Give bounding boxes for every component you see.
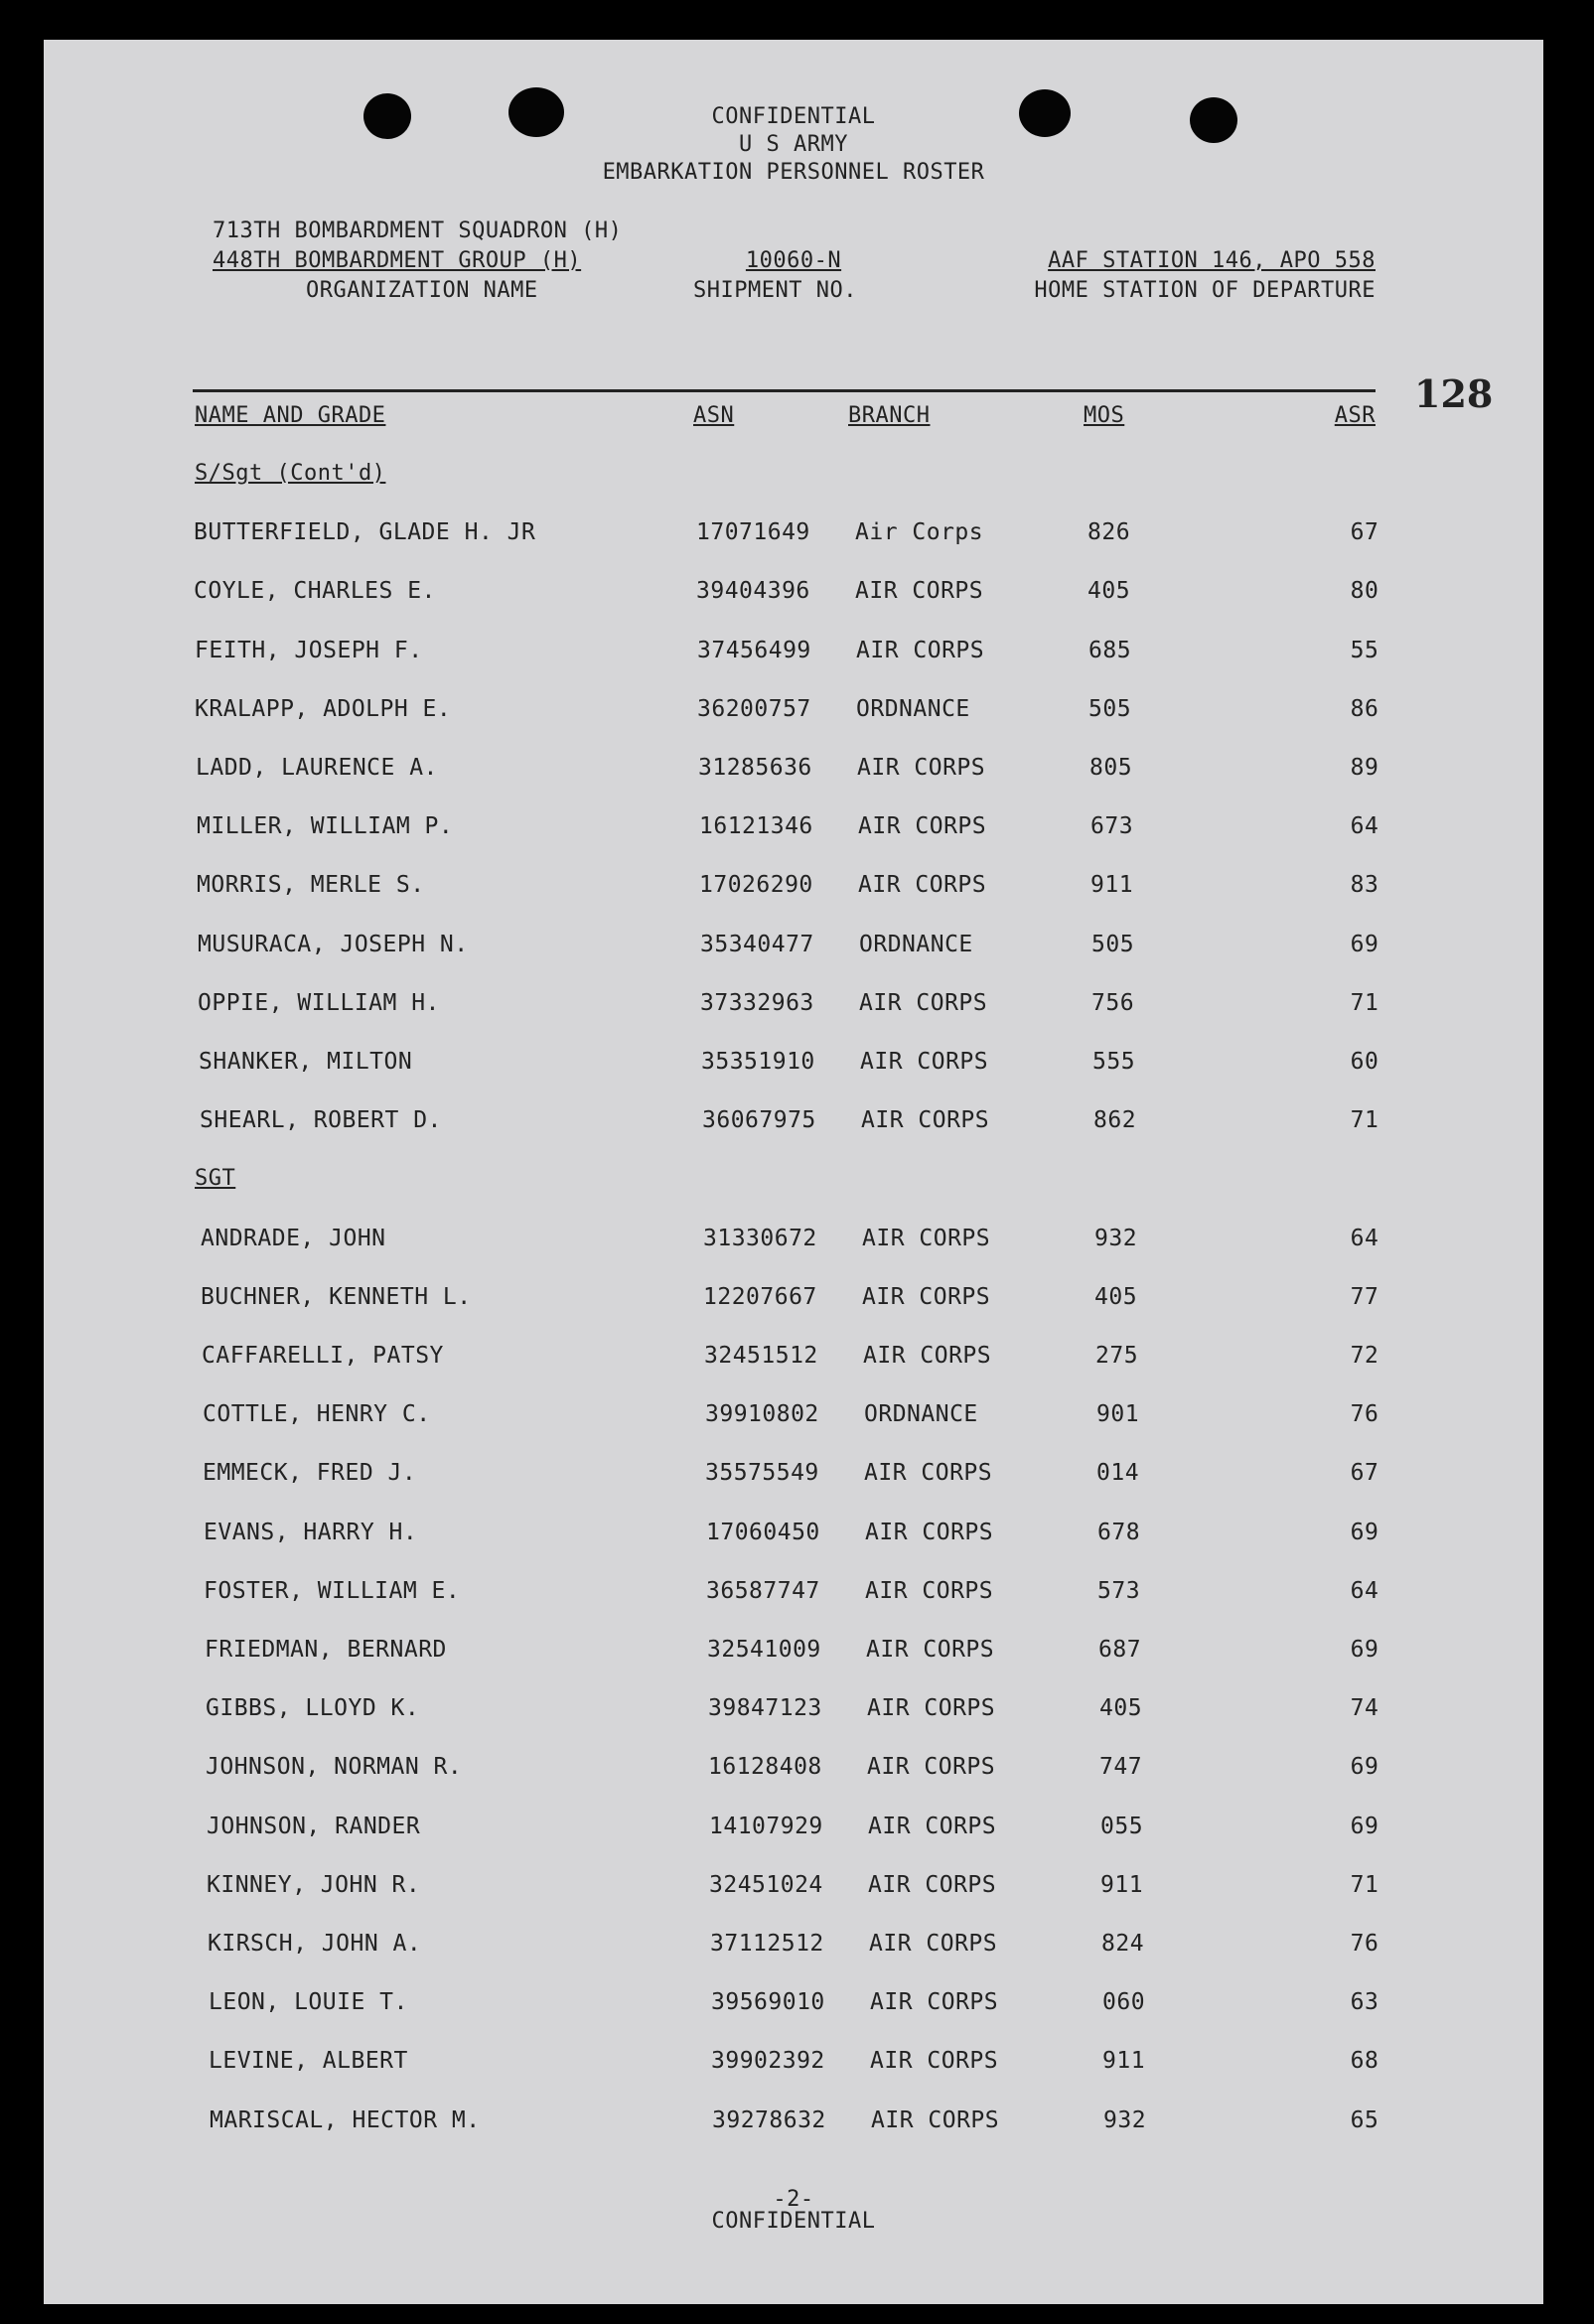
roster-branch: AIR CORPS bbox=[865, 1520, 994, 1545]
roster-branch: AIR CORPS bbox=[870, 2048, 999, 2074]
roster-asn: 39902392 bbox=[711, 2048, 825, 2074]
classification-header: CONFIDENTIAL bbox=[711, 104, 876, 129]
roster-asn: 17026290 bbox=[699, 872, 813, 898]
roster-name: KIRSCH, JOHN A. bbox=[208, 1931, 422, 1957]
column-header-name: NAME AND GRADE bbox=[195, 403, 386, 428]
roster-asr: 74 bbox=[1350, 1695, 1379, 1721]
roster-branch: AIR CORPS bbox=[858, 872, 987, 898]
group-name: 448TH BOMBARDMENT GROUP (H) bbox=[213, 248, 582, 273]
roster-asr: 71 bbox=[1350, 1107, 1379, 1133]
column-header-asr: ASR bbox=[1334, 403, 1376, 428]
roster-branch: AIR CORPS bbox=[858, 813, 987, 839]
roster-name: MORRIS, MERLE S. bbox=[197, 872, 425, 898]
roster-asr: 55 bbox=[1350, 638, 1379, 663]
roster-mos: 405 bbox=[1087, 578, 1131, 604]
roster-name: OPPIE, WILLIAM H. bbox=[198, 990, 440, 1016]
roster-name: MARISCAL, HECTOR M. bbox=[210, 2107, 481, 2133]
roster-name: SHANKER, MILTON bbox=[199, 1049, 413, 1075]
roster-mos: 687 bbox=[1098, 1637, 1142, 1663]
roster-asr: 77 bbox=[1350, 1284, 1379, 1310]
shipment-label: SHIPMENT NO. bbox=[693, 278, 857, 303]
roster-asr: 64 bbox=[1350, 1578, 1379, 1604]
roster-branch: AIR CORPS bbox=[870, 1989, 999, 2015]
page-number: 128 bbox=[1414, 371, 1494, 416]
roster-mos: 014 bbox=[1096, 1460, 1140, 1486]
column-header-asn: ASN bbox=[693, 403, 735, 428]
roster-asr: 68 bbox=[1350, 2048, 1379, 2074]
roster-asn: 39404396 bbox=[696, 578, 810, 604]
roster-asr: 83 bbox=[1350, 872, 1379, 898]
squadron-name: 713TH BOMBARDMENT SQUADRON (H) bbox=[213, 218, 623, 243]
roster-asn: 37112512 bbox=[710, 1931, 824, 1957]
roster-asr: 67 bbox=[1350, 1460, 1379, 1486]
roster-branch: ORDNANCE bbox=[856, 696, 970, 722]
roster-asn: 32451024 bbox=[709, 1872, 823, 1898]
roster-name: LEON, LOUIE T. bbox=[209, 1989, 408, 2015]
roster-name: FEITH, JOSEPH F. bbox=[195, 638, 423, 663]
roster-branch: AIR CORPS bbox=[867, 1695, 996, 1721]
roster-mos: 573 bbox=[1097, 1578, 1141, 1604]
roster-name: SHEARL, ROBERT D. bbox=[200, 1107, 442, 1133]
roster-mos: 505 bbox=[1088, 696, 1132, 722]
roster-name: COTTLE, HENRY C. bbox=[203, 1401, 431, 1427]
roster-branch: AIR CORPS bbox=[857, 755, 986, 781]
roster-branch: AIR CORPS bbox=[861, 1107, 990, 1133]
roster-asr: 76 bbox=[1350, 1401, 1379, 1427]
roster-asr: 65 bbox=[1350, 2107, 1379, 2133]
roster-name: EVANS, HARRY H. bbox=[204, 1520, 418, 1545]
column-header-mos: MOS bbox=[1084, 403, 1125, 428]
organization-label: ORGANIZATION NAME bbox=[306, 278, 538, 303]
page-marker: -2- bbox=[773, 2187, 814, 2212]
roster-branch: ORDNANCE bbox=[864, 1401, 978, 1427]
roster-branch: AIR CORPS bbox=[862, 1284, 991, 1310]
roster-mos: 932 bbox=[1094, 1226, 1138, 1251]
home-station: AAF STATION 146, APO 558 bbox=[1048, 248, 1376, 273]
roster-asn: 32541009 bbox=[707, 1637, 821, 1663]
roster-asr: 76 bbox=[1350, 1931, 1379, 1957]
roster-name: KRALAPP, ADOLPH E. bbox=[195, 696, 452, 722]
roster-asn: 39278632 bbox=[712, 2107, 826, 2133]
roster-mos: 862 bbox=[1093, 1107, 1137, 1133]
roster-branch: AIR CORPS bbox=[856, 638, 985, 663]
roster-asr: 60 bbox=[1350, 1049, 1379, 1075]
roster-asn: 36587747 bbox=[706, 1578, 820, 1604]
roster-mos: 055 bbox=[1100, 1814, 1144, 1839]
roster-asn: 14107929 bbox=[709, 1814, 823, 1839]
classification-footer: CONFIDENTIAL bbox=[711, 2209, 876, 2234]
roster-asr: 86 bbox=[1350, 696, 1379, 722]
roster-mos: 901 bbox=[1096, 1401, 1140, 1427]
header-divider bbox=[193, 389, 1376, 392]
roster-branch: AIR CORPS bbox=[864, 1460, 993, 1486]
roster-mos: 805 bbox=[1089, 755, 1133, 781]
roster-mos: 060 bbox=[1102, 1989, 1146, 2015]
roster-asn: 36067975 bbox=[702, 1107, 816, 1133]
roster-mos: 685 bbox=[1088, 638, 1132, 663]
roster-asr: 69 bbox=[1350, 1637, 1379, 1663]
roster-mos: 505 bbox=[1091, 932, 1135, 957]
roster-name: FOSTER, WILLIAM E. bbox=[204, 1578, 461, 1604]
roster-asr: 71 bbox=[1350, 1872, 1379, 1898]
roster-name: MUSURACA, JOSEPH N. bbox=[198, 932, 469, 957]
roster-asn: 12207667 bbox=[703, 1284, 817, 1310]
roster-asn: 17071649 bbox=[696, 519, 810, 545]
column-header-branch: BRANCH bbox=[848, 403, 931, 428]
roster-asn: 39910802 bbox=[705, 1401, 819, 1427]
roster-branch: AIR CORPS bbox=[871, 2107, 1000, 2133]
shipment-number: 10060-N bbox=[745, 248, 842, 273]
roster-asr: 69 bbox=[1350, 1520, 1379, 1545]
roster-mos: 405 bbox=[1094, 1284, 1138, 1310]
roster-mos: 826 bbox=[1087, 519, 1131, 545]
roster-branch: Air Corps bbox=[855, 519, 984, 545]
roster-name: LEVINE, ALBERT bbox=[209, 2048, 408, 2074]
roster-mos: 747 bbox=[1099, 1754, 1143, 1780]
roster-branch: AIR CORPS bbox=[868, 1872, 997, 1898]
roster-branch: AIR CORPS bbox=[860, 1049, 989, 1075]
roster-asr: 72 bbox=[1350, 1343, 1379, 1369]
roster-name: FRIEDMAN, BERNARD bbox=[205, 1637, 447, 1663]
roster-name: CAFFARELLI, PATSY bbox=[202, 1343, 444, 1369]
roster-mos: 911 bbox=[1102, 2048, 1146, 2074]
roster-branch: AIR CORPS bbox=[866, 1637, 995, 1663]
roster-asr: 89 bbox=[1350, 755, 1379, 781]
roster-asr: 64 bbox=[1350, 1226, 1379, 1251]
roster-mos: 911 bbox=[1090, 872, 1134, 898]
roster-asr: 71 bbox=[1350, 990, 1379, 1016]
roster-asn: 31330672 bbox=[703, 1226, 817, 1251]
roster-asn: 31285636 bbox=[698, 755, 812, 781]
roster-name: ANDRADE, JOHN bbox=[201, 1226, 386, 1251]
home-station-label: HOME STATION OF DEPARTURE bbox=[1034, 278, 1376, 303]
roster-asn: 39847123 bbox=[708, 1695, 822, 1721]
roster-asn: 32451512 bbox=[704, 1343, 818, 1369]
roster-asr: 69 bbox=[1350, 1814, 1379, 1839]
roster-mos: 405 bbox=[1099, 1695, 1143, 1721]
roster-branch: AIR CORPS bbox=[863, 1343, 992, 1369]
roster-asn: 35351910 bbox=[701, 1049, 815, 1075]
roster-name: LADD, LAURENCE A. bbox=[196, 755, 438, 781]
roster-name: EMMECK, FRED J. bbox=[203, 1460, 417, 1486]
roster-asr: 64 bbox=[1350, 813, 1379, 839]
grade-heading: S/Sgt (Cont'd) bbox=[195, 461, 386, 486]
roster-name: COYLE, CHARLES E. bbox=[194, 578, 436, 604]
roster-mos: 555 bbox=[1092, 1049, 1136, 1075]
roster-name: JOHNSON, RANDER bbox=[207, 1814, 421, 1839]
roster-name: GIBBS, LLOYD K. bbox=[206, 1695, 420, 1721]
roster-mos: 275 bbox=[1095, 1343, 1139, 1369]
roster-branch: AIR CORPS bbox=[865, 1578, 994, 1604]
roster-mos: 824 bbox=[1101, 1931, 1145, 1957]
roster-mos: 673 bbox=[1090, 813, 1134, 839]
roster-asr: 80 bbox=[1350, 578, 1379, 604]
army-header: U S ARMY bbox=[739, 132, 848, 157]
roster-branch: AIR CORPS bbox=[862, 1226, 991, 1251]
roster-branch: ORDNANCE bbox=[859, 932, 973, 957]
roster-mos: 678 bbox=[1097, 1520, 1141, 1545]
roster-asn: 17060450 bbox=[706, 1520, 820, 1545]
roster-mos: 756 bbox=[1091, 990, 1135, 1016]
roster-asr: 63 bbox=[1350, 1989, 1379, 2015]
roster-asr: 69 bbox=[1350, 932, 1379, 957]
roster-title: EMBARKATION PERSONNEL ROSTER bbox=[602, 160, 985, 185]
roster-asn: 37332963 bbox=[700, 990, 814, 1016]
roster-name: MILLER, WILLIAM P. bbox=[197, 813, 454, 839]
roster-page bbox=[44, 40, 1543, 2304]
roster-asn: 36200757 bbox=[697, 696, 811, 722]
roster-asn: 16121346 bbox=[699, 813, 813, 839]
roster-branch: AIR CORPS bbox=[868, 1814, 997, 1839]
roster-branch: AIR CORPS bbox=[855, 578, 984, 604]
roster-asr: 69 bbox=[1350, 1754, 1379, 1780]
roster-name: BUCHNER, KENNETH L. bbox=[201, 1284, 472, 1310]
roster-name: KINNEY, JOHN R. bbox=[207, 1872, 421, 1898]
roster-asn: 37456499 bbox=[697, 638, 811, 663]
roster-branch: AIR CORPS bbox=[859, 990, 988, 1016]
roster-name: BUTTERFIELD, GLADE H. JR bbox=[194, 519, 536, 545]
roster-mos: 932 bbox=[1103, 2107, 1147, 2133]
roster-mos: 911 bbox=[1100, 1872, 1144, 1898]
roster-asn: 39569010 bbox=[711, 1989, 825, 2015]
roster-asr: 67 bbox=[1350, 519, 1379, 545]
roster-asn: 16128408 bbox=[708, 1754, 822, 1780]
grade-heading: SGT bbox=[195, 1166, 236, 1191]
roster-branch: AIR CORPS bbox=[867, 1754, 996, 1780]
roster-asn: 35340477 bbox=[700, 932, 814, 957]
roster-asn: 35575549 bbox=[705, 1460, 819, 1486]
roster-branch: AIR CORPS bbox=[869, 1931, 998, 1957]
roster-name: JOHNSON, NORMAN R. bbox=[206, 1754, 463, 1780]
